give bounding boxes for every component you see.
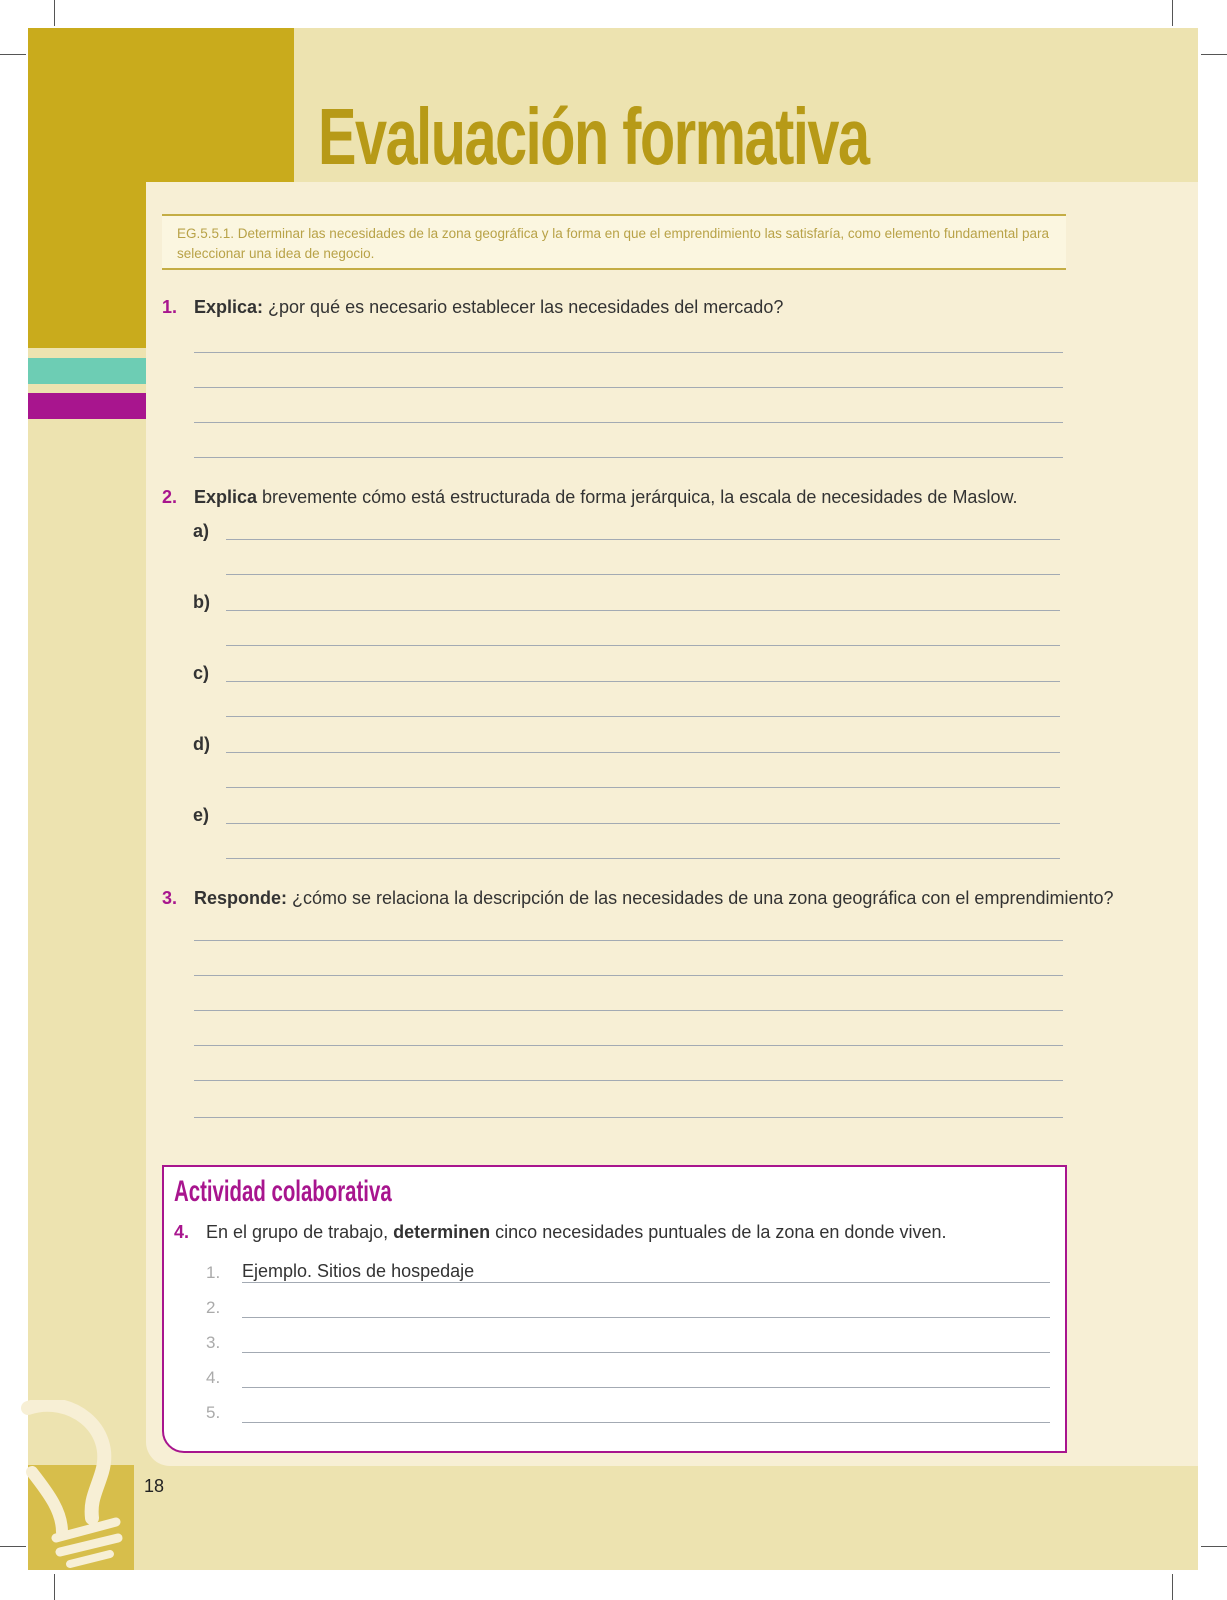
- collaborative-activity-box: [162, 1165, 1067, 1453]
- list-item-number: 3.: [206, 1333, 221, 1352]
- question-text-before: En el grupo de trabajo,: [206, 1222, 394, 1242]
- answer-line[interactable]: [226, 610, 1060, 611]
- crop-mark: [54, 1574, 55, 1600]
- question-text: ¿por qué es necesario establecer las necesidades del mercado?: [263, 297, 784, 317]
- question-number: 1.: [162, 297, 178, 317]
- lightbulb-icon: [20, 1400, 132, 1570]
- learning-objective-text: EG.5.5.1. Determinar las necesidades de la zona geográfica y la forma en que el emprendimiento las satisfaría, como elemento fundamental para seleccionar una idea de negocio.: [177, 226, 1049, 261]
- question-number: 4.: [174, 1222, 190, 1242]
- sub-item-label: b): [193, 592, 210, 612]
- list-item-number: 1.: [206, 1263, 221, 1282]
- answer-line[interactable]: [194, 457, 1063, 458]
- answer-line[interactable]: [242, 1282, 1050, 1283]
- answer-line[interactable]: [242, 1422, 1050, 1423]
- question-keyword: Responde:: [194, 888, 288, 908]
- question-number: 3.: [162, 888, 178, 908]
- answer-line[interactable]: [194, 1045, 1063, 1046]
- list-item-number: 5.: [206, 1403, 221, 1422]
- answer-line[interactable]: [194, 975, 1063, 976]
- answer-line[interactable]: [194, 1080, 1063, 1081]
- learning-objective-box: [162, 214, 1066, 270]
- answer-line[interactable]: [194, 940, 1063, 941]
- question-3: [162, 888, 1114, 909]
- sub-item-label: e): [193, 805, 210, 825]
- answer-line[interactable]: [226, 539, 1060, 540]
- crop-mark: [1172, 0, 1173, 26]
- answer-line[interactable]: [242, 1352, 1050, 1353]
- question-4: [174, 1222, 947, 1243]
- answer-line[interactable]: [194, 1117, 1063, 1118]
- list-item-number: 2.: [206, 1298, 221, 1317]
- crop-mark: [0, 54, 26, 55]
- question-keyword: determinen: [393, 1222, 491, 1242]
- question-keyword: Explica:: [194, 297, 264, 317]
- question-text: brevemente cómo está estructurada de forma jerárquica, la escala de necesidades de Maslow.: [257, 487, 1018, 507]
- crop-mark: [1172, 1574, 1173, 1600]
- answer-line[interactable]: [194, 352, 1063, 353]
- question-text: ¿cómo se relaciona la descripción de las necesidades de una zona geográfica con el emprendimiento?: [287, 888, 1114, 908]
- decorative-teal-bar: [28, 358, 146, 384]
- list-item-number: 4.: [206, 1368, 221, 1387]
- sub-item-label: a): [193, 521, 210, 541]
- question-text-after: cinco necesidades puntuales de la zona en donde viven.: [490, 1222, 947, 1242]
- answer-line[interactable]: [194, 387, 1063, 388]
- list-item-value: Ejemplo. Sitios de hospedaje: [242, 1261, 475, 1281]
- answer-line[interactable]: [226, 823, 1060, 824]
- answer-line[interactable]: [226, 858, 1060, 859]
- answer-line[interactable]: [242, 1317, 1050, 1318]
- answer-line[interactable]: [226, 787, 1060, 788]
- crop-mark: [1201, 1546, 1227, 1547]
- question-2: [162, 487, 1017, 508]
- sub-item-label: c): [193, 663, 210, 683]
- answer-line[interactable]: [194, 422, 1063, 423]
- sub-item-label: d): [193, 734, 210, 754]
- crop-mark: [1201, 54, 1227, 55]
- crop-mark: [54, 0, 55, 26]
- page-title: Evaluación formativa: [318, 92, 869, 181]
- decorative-magenta-bar: [28, 393, 146, 419]
- answer-line[interactable]: [226, 752, 1060, 753]
- answer-line[interactable]: [226, 681, 1060, 682]
- page-number: 18: [144, 1476, 165, 1496]
- question-keyword: Explica: [194, 487, 258, 507]
- answer-line[interactable]: [226, 574, 1060, 575]
- question-1: [162, 297, 783, 318]
- question-number: 2.: [162, 487, 178, 507]
- answer-line[interactable]: [226, 645, 1060, 646]
- answer-line[interactable]: [194, 1010, 1063, 1011]
- answer-line[interactable]: [242, 1387, 1050, 1388]
- collaborative-activity-title: Actividad colaborativa: [174, 1175, 392, 1208]
- answer-line[interactable]: [226, 716, 1060, 717]
